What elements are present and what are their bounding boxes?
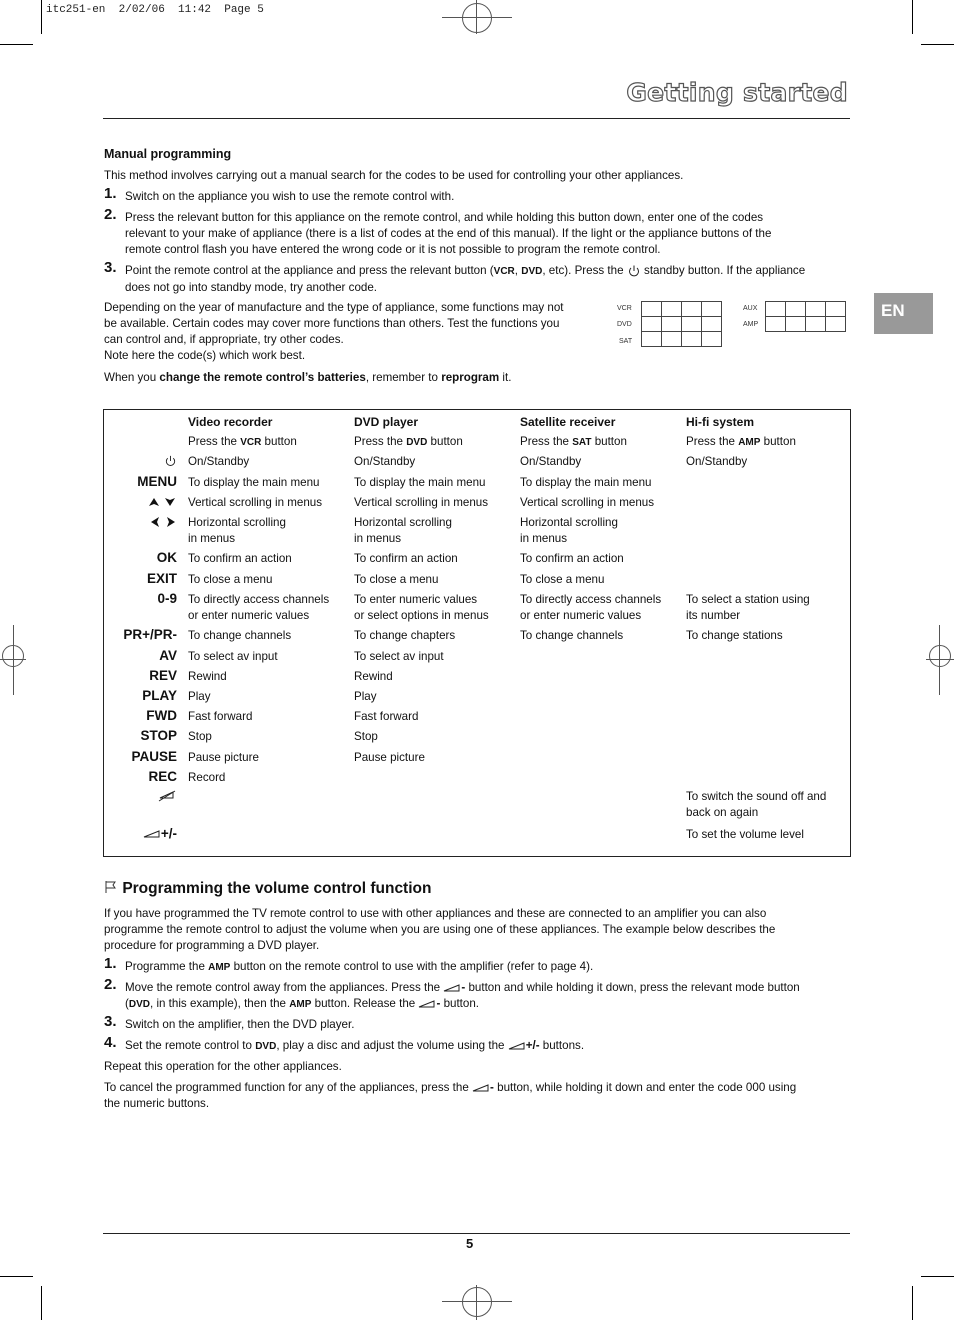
- step-text: Switch on the appliance you wish to use the remote control with.: [125, 190, 455, 203]
- page-title: Getting started: [626, 78, 848, 107]
- step-number: 1.: [104, 185, 117, 202]
- table-cell: To directly access channels or enter numeric values: [520, 593, 662, 622]
- title-rule: [103, 118, 850, 119]
- mute-icon: [157, 788, 177, 803]
- crop-mark: [912, 1286, 913, 1320]
- table-cell: Horizontal scrolling in menus: [354, 516, 452, 545]
- table-cell: To select av input: [188, 650, 278, 663]
- standby-icon: [164, 453, 177, 468]
- table-cell: To select a station using its number: [686, 593, 810, 622]
- step-number: 2.: [104, 206, 117, 223]
- step-text-line: (DVD, in this example), then the AMP button. Release the - button.: [125, 997, 480, 1010]
- table-cell: Pause picture: [354, 751, 425, 764]
- step-text: Switch on the amplifier, then the DVD player.: [125, 1018, 355, 1031]
- leftright-icon: [149, 514, 177, 529]
- table-cell: To display the main menu: [188, 476, 320, 489]
- remote-key-label: STOP: [140, 728, 177, 743]
- volume-intro: If you have programmed the TV remote control to use with other appliances and these are connected to an amplifier you can also programme the remote control to adjust the volume when you are using one of these appliances. The example below describes the procedure for programming a DVD player.: [104, 907, 776, 952]
- table-cell: To confirm an action: [188, 552, 292, 565]
- remote-key-label: +/-: [143, 826, 177, 842]
- crop-mark: [41, 0, 42, 34]
- remote-key-label: PR+/PR-: [123, 627, 177, 642]
- table-cell: Record: [188, 771, 226, 784]
- table-cell: To close a menu: [354, 573, 439, 586]
- remote-key-label: PLAY: [142, 688, 177, 703]
- step-number: 3.: [104, 1013, 117, 1030]
- crop-mark: [921, 44, 954, 45]
- crop-mark: [0, 44, 33, 45]
- step-text: Programme the AMP button on the remote control to use with the amplifier (refer to page 4).: [125, 960, 594, 973]
- flag-icon: [104, 880, 118, 894]
- table-cell: On/Standby: [354, 455, 416, 468]
- remote-key-label: EXIT: [146, 571, 177, 586]
- table-cell: To change channels: [520, 629, 624, 642]
- table-cell: Fast forward: [354, 710, 419, 723]
- cancel-note: To cancel the programmed function for any of the appliances, press the - button, while holding it down and enter the code 000 using the numeric buttons.: [104, 1081, 797, 1110]
- code-label-aux: AUX: [743, 305, 758, 312]
- batteries-note: When you change the remote control’s batteries, remember to reprogram it.: [104, 371, 512, 384]
- remote-key-label: REC: [148, 769, 177, 784]
- table-cell: Press the DVD button: [354, 435, 463, 448]
- code-label-sat: SAT: [619, 338, 633, 345]
- repeat-note: Repeat this operation for the other appliances.: [104, 1060, 342, 1073]
- column-header: Hi-fi system: [686, 415, 755, 429]
- table-cell: Horizontal scrolling in menus: [520, 516, 618, 545]
- remote-key-label: 0-9: [157, 591, 177, 606]
- step-number: 2.: [104, 976, 117, 993]
- step-number: 4.: [104, 1034, 117, 1051]
- code-label-vcr: VCR: [617, 305, 632, 312]
- table-cell: To display the main menu: [354, 476, 486, 489]
- code-entry-grid-right[interactable]: [765, 301, 846, 332]
- table-cell: To change channels: [188, 629, 292, 642]
- table-cell: Rewind: [188, 670, 227, 683]
- table-cell: Horizontal scrolling in menus: [188, 516, 286, 545]
- table-cell: To directly access channels or enter numeric values: [188, 593, 330, 622]
- remote-key-label: FWD: [146, 708, 177, 723]
- volume-step-4: [104, 1034, 850, 1055]
- volume-icon: [443, 984, 461, 992]
- step-text: Set the remote control to DVD, play a disc and adjust the volume using the +/- buttons.: [125, 1039, 585, 1052]
- column-header: Video recorder: [188, 415, 273, 429]
- remote-key-label: [147, 494, 177, 510]
- remote-key-label: REV: [149, 668, 177, 683]
- table-cell: Vertical scrolling in menus: [520, 496, 655, 509]
- step-text-line: relevant to your make of appliance (there is a list of codes at the end of this manual). If the light or the appliance buttons of the: [125, 227, 772, 240]
- table-cell: Stop: [354, 730, 378, 743]
- table-cell: On/Standby: [686, 455, 748, 468]
- table-cell: On/Standby: [520, 455, 582, 468]
- column-header: Satellite receiver: [520, 415, 616, 429]
- step-text-line: remote control flash you have entered the wrong code or it is not possible to program the remote control.: [125, 243, 661, 256]
- crop-mark: [921, 1276, 954, 1277]
- step-text-line: does not go into standby mode, try another code.: [125, 281, 378, 294]
- manual-step-3: [104, 259, 850, 296]
- table-cell: Play: [354, 690, 377, 703]
- table-cell: To select av input: [354, 650, 444, 663]
- volume-step-3: [104, 1013, 850, 1033]
- step-number: 1.: [104, 955, 117, 972]
- manual-step-2: [104, 206, 850, 258]
- table-cell: To confirm an action: [520, 552, 624, 565]
- code-label-amp: AMP: [743, 321, 759, 328]
- step-text-line: Move the remote control away from the appliances. Press the - button and while holding it down, press the relevant mode button: [125, 981, 800, 994]
- remote-key-label: MENU: [137, 474, 177, 489]
- table-cell: To switch the sound off and back on again: [686, 790, 827, 819]
- footer-rule: [103, 1233, 850, 1234]
- function-table: [103, 409, 851, 857]
- remote-key-label: AV: [159, 648, 177, 663]
- column-header: DVD player: [354, 415, 419, 429]
- table-cell: Press the SAT button: [520, 435, 627, 448]
- crop-mark: [912, 0, 913, 34]
- volume-section-heading: Programming the volume control function: [104, 880, 431, 898]
- crop-mark: [41, 1286, 42, 1320]
- page-number: 5: [466, 1236, 474, 1251]
- table-cell: Rewind: [354, 670, 393, 683]
- table-cell: Press the AMP button: [686, 435, 796, 448]
- volume-icon: [418, 1000, 436, 1008]
- table-cell: To confirm an action: [354, 552, 458, 565]
- step-text-line: Press the relevant button for this appliance on the remote control, and while holding this button down, enter one of the codes: [125, 211, 764, 224]
- language-tab: EN: [874, 293, 933, 334]
- remote-key-label: [157, 788, 177, 804]
- remote-key-label: OK: [156, 550, 177, 565]
- volume-icon: [508, 1042, 526, 1050]
- remote-key-label: PAUSE: [131, 749, 177, 764]
- print-slug: itc251-en 2/02/06 11:42 Page 5: [46, 4, 264, 16]
- volume-step-1: [104, 955, 850, 976]
- table-cell: To change chapters: [354, 629, 456, 642]
- table-cell: To close a menu: [188, 573, 273, 586]
- volume-icon: [143, 826, 161, 841]
- code-entry-grid-left[interactable]: [641, 301, 722, 347]
- table-cell: Press the VCR button: [188, 435, 297, 448]
- volume-icon: [472, 1084, 490, 1092]
- table-cell: Play: [188, 690, 211, 703]
- table-cell: To display the main menu: [520, 476, 652, 489]
- table-cell: Pause picture: [188, 751, 259, 764]
- table-cell: To change stations: [686, 629, 783, 642]
- manual-programming-heading: Manual programming: [104, 147, 232, 161]
- crop-mark: [0, 1276, 33, 1277]
- table-cell: To set the volume level: [686, 828, 804, 841]
- table-cell: Vertical scrolling in menus: [354, 496, 489, 509]
- table-cell: Stop: [188, 730, 212, 743]
- step-text-line: Point the remote control at the appliance and press the relevant button (VCR, DVD, etc). Press the standby button. If the appliance: [125, 264, 806, 277]
- code-label-dvd: DVD: [617, 321, 632, 328]
- manual-intro: This method involves carrying out a manual search for the codes to be used for controlling your other appliances.: [104, 169, 684, 182]
- remote-key-label: [149, 514, 177, 530]
- table-cell: Fast forward: [188, 710, 253, 723]
- step-number: 3.: [104, 259, 117, 276]
- functions-paragraph: Depending on the year of manufacture and the type of appliance, some functions may not be available. Certain codes may cover more functions than others. Test the functions you can control and, if appropriate, try other codes. Note here the code(s) which work best.: [104, 301, 564, 362]
- table-cell: Vertical scrolling in menus: [188, 496, 323, 509]
- volume-step-2: [104, 976, 850, 1013]
- manual-step-1: [104, 185, 850, 205]
- updown-icon: [147, 494, 177, 509]
- remote-key-label: [164, 453, 177, 469]
- table-cell: On/Standby: [188, 455, 250, 468]
- table-cell: To enter numeric values or select options in menus: [354, 593, 489, 622]
- table-cell: To close a menu: [520, 573, 605, 586]
- standby-icon: [627, 265, 641, 277]
